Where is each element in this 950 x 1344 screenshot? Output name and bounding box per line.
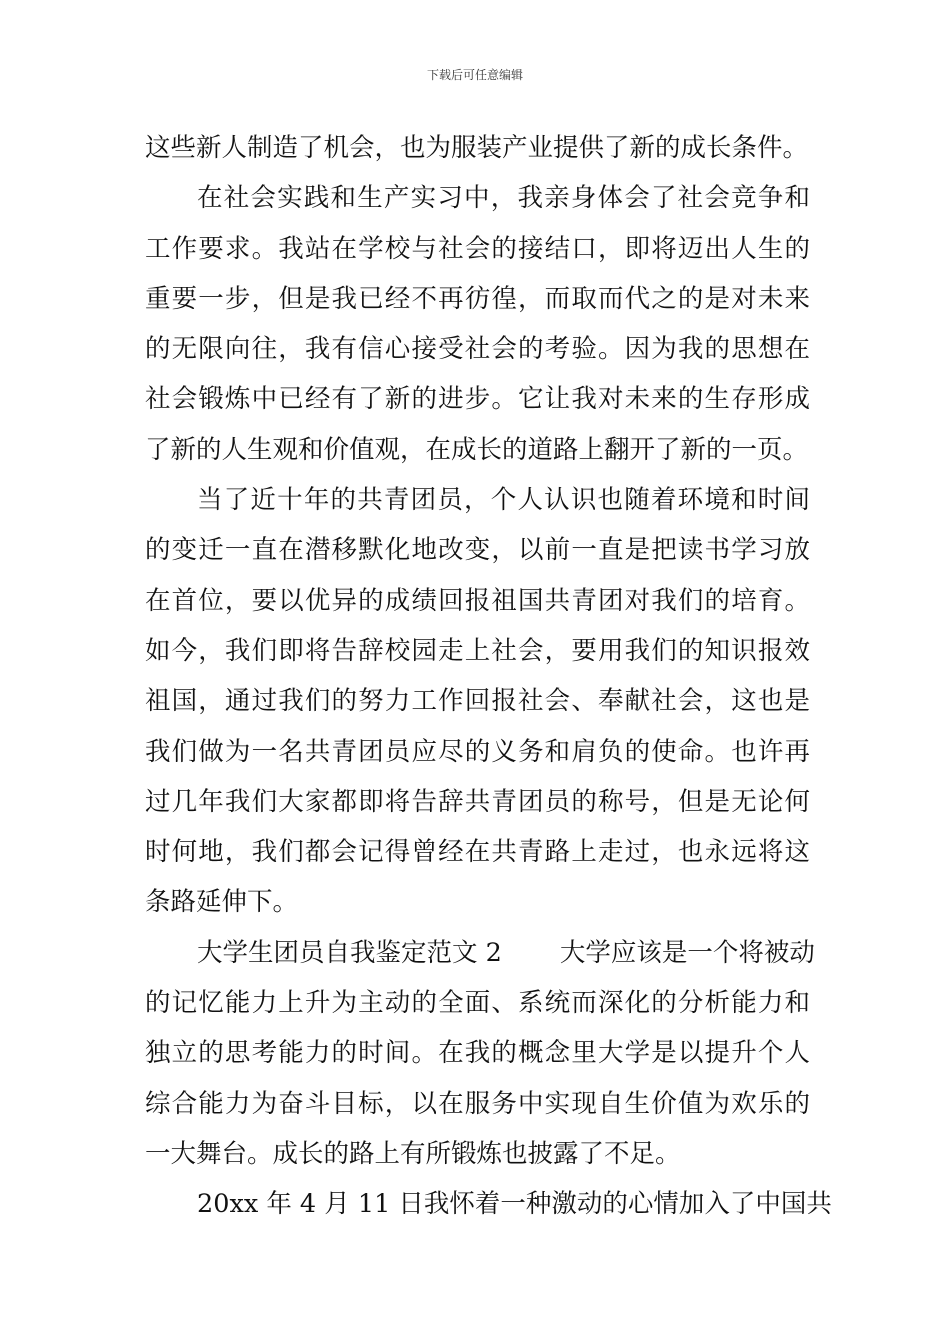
text-segment: 大学应该是一个将被动 <box>559 937 815 968</box>
text-line: 这些新人制造了机会，也为服装产业提供了新的成长条件。 <box>145 133 809 163</box>
text-line: 的无限向往，我有信心接受社会的考验。因为我的思想在 <box>145 334 810 365</box>
text-line: 当了近十年的共青团员，个人认识也随着环境和时间 <box>197 485 810 516</box>
text-line: 了新的人生观和价值观，在成长的道路上翻开了新的一页。 <box>145 434 809 465</box>
section-title: 大学生团员自我鉴定范文 2 <box>197 937 502 968</box>
text-line: 的变迁一直在潜移默化地改变，以前一直是把读书学习放 <box>145 535 810 566</box>
paragraph-5 <box>145 1184 832 1234</box>
text-line: 社会锻炼中已经有了新的进步。它让我对未来的生存形成 <box>145 384 810 415</box>
paragraph-3 <box>145 480 810 933</box>
text-line: 重要一步，但是我已经不再彷徨，而取而代之的是对未来 <box>145 283 810 314</box>
text-line: 条路延伸下。 <box>145 887 299 918</box>
text-line: 一大舞台。成长的路上有所锻炼也披露了不足。 <box>145 1138 681 1169</box>
text-line: 祖国，通过我们的努力工作回报社会、奉献社会，这也是 <box>145 686 810 717</box>
text-line: 如今，我们即将告辞校园走上社会，要用我们的知识报效 <box>145 635 810 666</box>
text-line: 我们做为一名共青团员应尽的义务和肩负的使命。也许再 <box>145 736 810 767</box>
paragraph-2 <box>145 178 810 480</box>
text-line: 过几年我们大家都即将告辞共青团员的称号，但是无论何 <box>145 786 810 817</box>
text-line: 独立的思考能力的时间。在我的概念里大学是以提升个人 <box>145 1038 810 1069</box>
paragraph-4 <box>145 933 815 1184</box>
text-line: 20xx 年 4 月 11 日我怀着一种激动的心情加入了中国共 <box>197 1189 832 1220</box>
page-header: 下载后可任意编辑 <box>426 68 523 82</box>
paragraph-1 <box>145 128 810 178</box>
section-title-line <box>145 933 815 983</box>
text-line: 综合能力为奋斗目标，以在服务中实现自生价值为欢乐的 <box>145 1088 810 1119</box>
text-line: 的记忆能力上升为主动的全面、系统而深化的分析能力和 <box>145 988 810 1019</box>
document-body <box>145 128 832 1235</box>
text-line: 工作要求。我站在学校与社会的接结口，即将迈出人生的 <box>145 233 810 264</box>
text-line: 在首位，要以优异的成绩回报祖国共青团对我们的培育。 <box>145 585 810 616</box>
text-line: 在社会实践和生产实习中，我亲身体会了社会竞争和 <box>197 183 810 214</box>
text-line: 时何地，我们都会记得曾经在共青路上走过，也永远将这 <box>145 837 810 868</box>
